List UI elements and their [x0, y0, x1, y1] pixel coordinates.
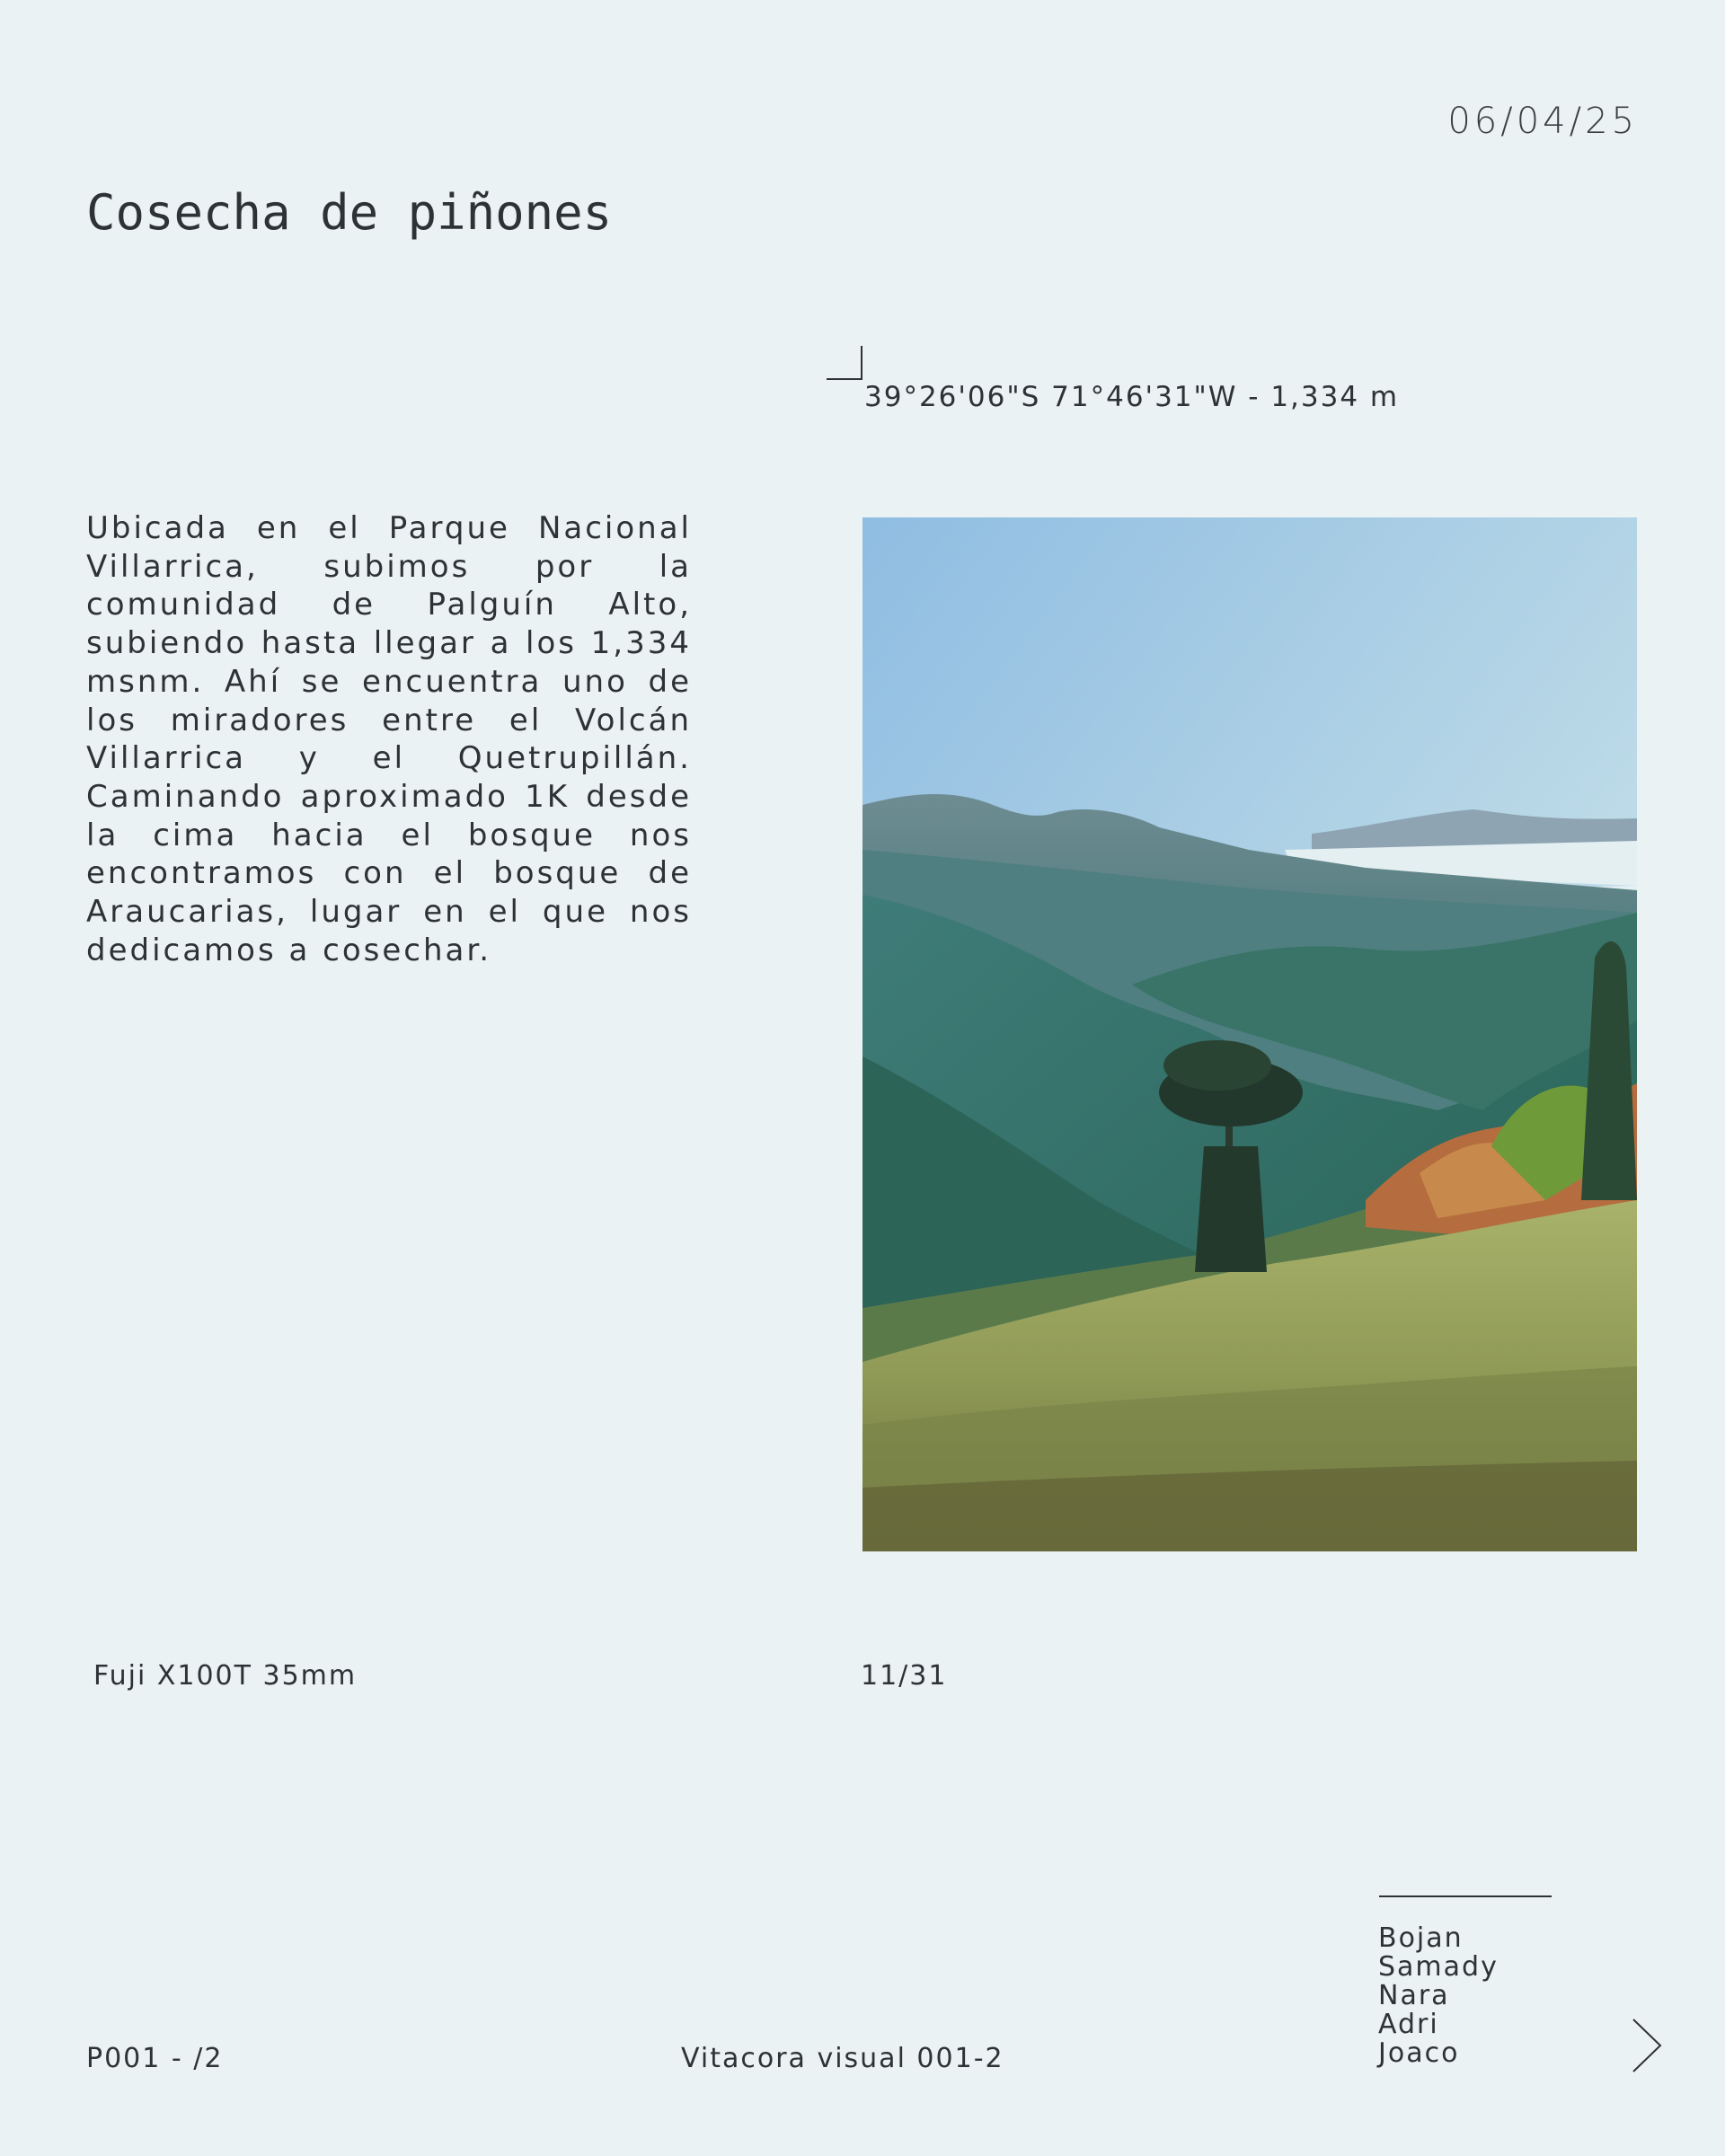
credit-item: Joaco: [1378, 2037, 1460, 2069]
next-page-button[interactable]: [1628, 2016, 1666, 2075]
landscape-photo: [862, 517, 1637, 1551]
page-title: Cosecha de piñones: [86, 184, 613, 241]
credits-divider: [1379, 1895, 1552, 1897]
credit-item: Samady: [1378, 1951, 1499, 1983]
page-code: P001 - /2: [86, 2043, 224, 2074]
corner-bracket-icon: [827, 346, 862, 380]
credit-item: Nara: [1378, 1980, 1450, 2011]
chevron-right-icon: [1628, 2016, 1666, 2075]
coordinates: 39°26'06"S 71°46'31"W - 1,334 m: [864, 381, 1400, 413]
credits-list: [1378, 1924, 1499, 2068]
credit-item: Adri: [1378, 2009, 1439, 2040]
photo-counter: 11/31: [861, 1660, 948, 1692]
date: 06/04/25: [1447, 101, 1638, 142]
camera-info: Fuji X100T 35mm: [93, 1660, 358, 1692]
series-title: Vitacora visual 001-2: [681, 2043, 1004, 2074]
credit-item: Bojan: [1378, 1922, 1464, 1954]
description: Ubicada en el Parque Nacional Villarrica, subimos por la comunidad de Palguín Alto, subiendo hasta llegar a los 1,334 msnm. Ahí se encuentra uno de los miradores entre el Volcán Villarrica y el Quetrupillán. Caminando aproximado 1K desde la cima hacia el bosque nos encontramos con el bosque de Araucarias, lugar en el que nos dedicamos a cosechar.: [86, 510, 692, 968]
